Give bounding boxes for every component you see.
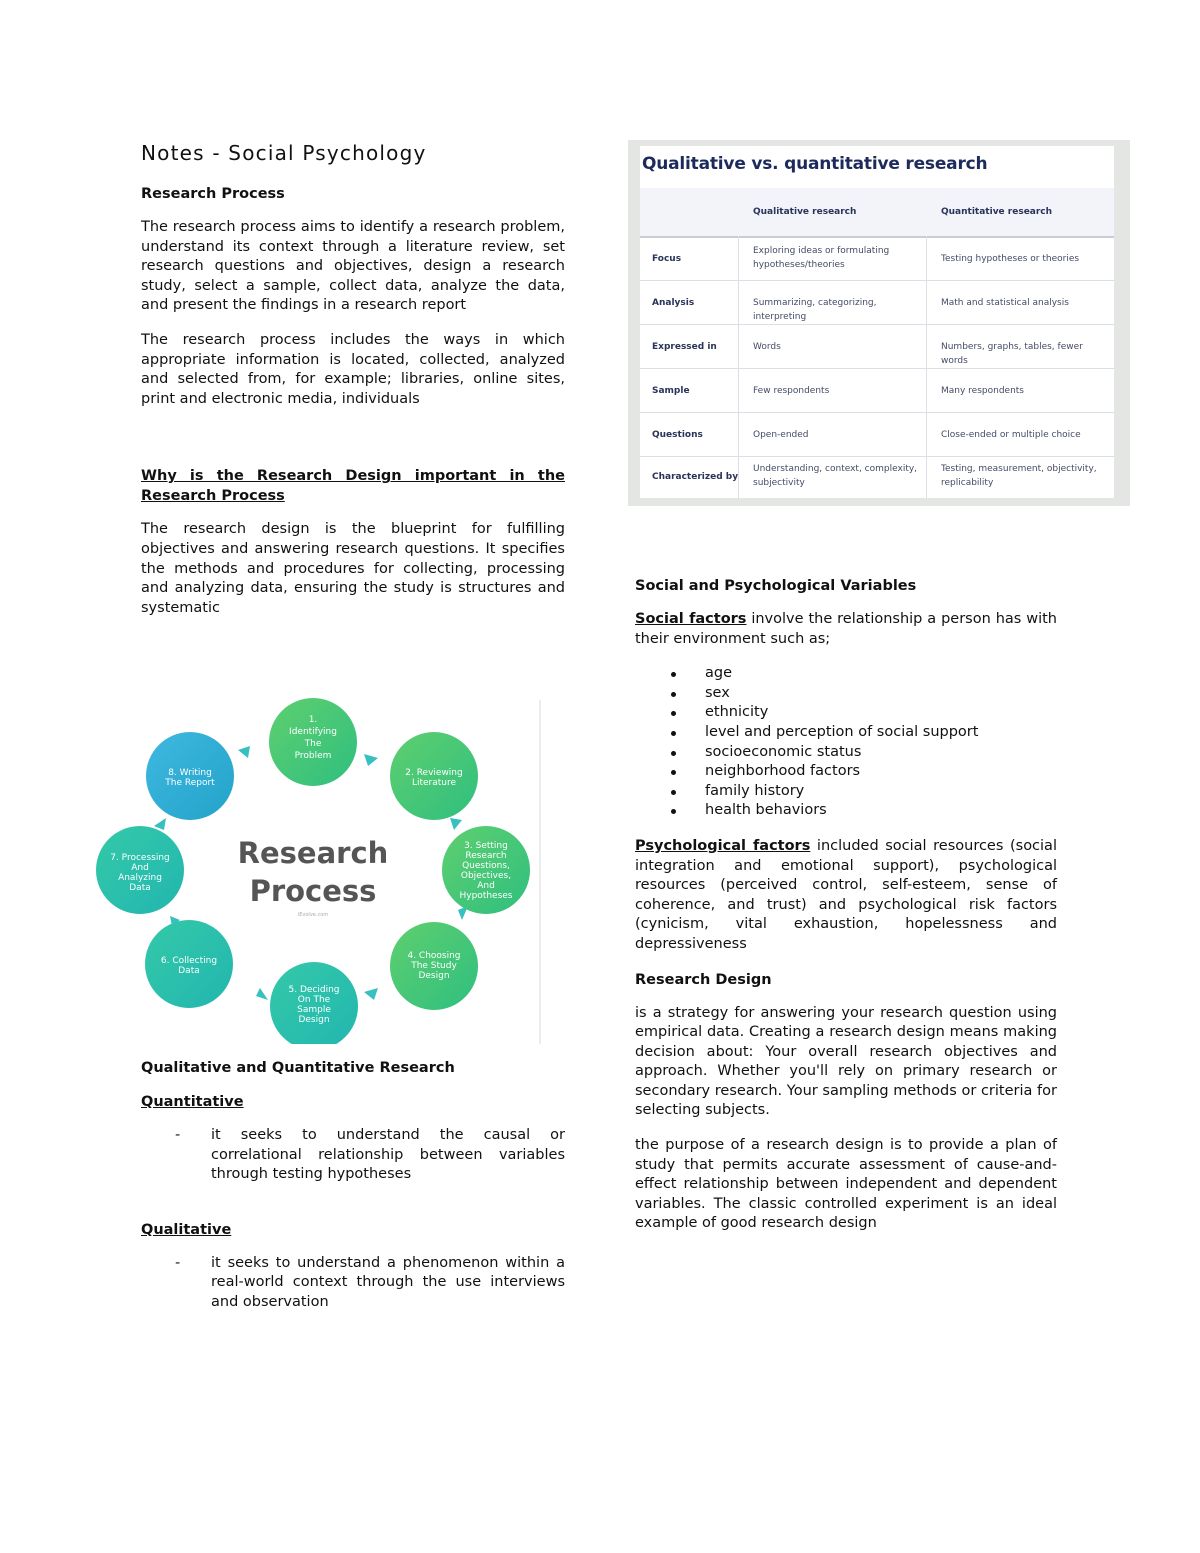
step-node-2 <box>390 732 478 820</box>
diagram-center-line2: Process <box>249 874 377 908</box>
table-cell-qual: Exploring ideas or formulating hypotheses/theories <box>753 246 890 270</box>
qual-quant-heading: Qualitative and Quantitative Research <box>141 1060 455 1076</box>
research-design-paragraph-2: the purpose of a research design is to provide a plan of study that permits accurate assessment of cause-and-effect relationship between independent and dependent variables. The classic controlled experiment is an ideal example of good research design <box>635 1137 1057 1232</box>
quantitative-item <box>141 1126 565 1185</box>
list-item: family history <box>635 782 1057 802</box>
svg-text:And: And <box>477 881 495 891</box>
svg-text:Design: Design <box>298 1015 330 1025</box>
svg-text:3. Setting: 3. Setting <box>464 841 508 851</box>
left-column-lower <box>141 1058 565 1328</box>
table-cell-quant: Many respondents <box>941 386 1024 396</box>
svg-text:And: And <box>131 863 149 873</box>
table-title: Qualitative vs. quantitative research <box>642 154 988 174</box>
research-process-heading: Research Process <box>141 186 285 202</box>
list-item: level and perception of social support <box>635 723 1057 743</box>
svg-text:4. Choosing: 4. Choosing <box>407 951 461 961</box>
table-row <box>640 281 1114 325</box>
step-node-5 <box>270 962 358 1044</box>
right-column <box>635 576 1057 1249</box>
table-header-quantitative: Quantitative research <box>941 207 1053 217</box>
table-header-qualitative: Qualitative research <box>753 207 857 217</box>
table-cell-qual: Open-ended <box>753 430 809 440</box>
table-header <box>640 188 1114 238</box>
list-item: socioeconomic status <box>635 743 1057 763</box>
svg-text:Design: Design <box>418 971 450 981</box>
dash-marker: - <box>175 1254 181 1271</box>
qualitative-item <box>141 1254 565 1313</box>
table-cell-quant: Numbers, graphs, tables, fewer words <box>941 342 1083 366</box>
why-design-heading: Why is the Research Design important in the Research Process <box>141 468 565 505</box>
svg-text:Data: Data <box>129 883 151 893</box>
table-cell-label: Focus <box>652 254 682 264</box>
step-node-3 <box>442 826 530 914</box>
table-row <box>640 413 1114 457</box>
table-row <box>640 325 1114 369</box>
research-design-paragraph-1: is a strategy for answering your research question using empirical data. Creating a research design means making decision about: Your overall research objectives and approach. Whether you'll rely on primary research or secondary research. Your sampling methods or criteria for selecting subjects. <box>635 1004 1057 1119</box>
step-node-1 <box>269 698 357 786</box>
qualitative-heading: Qualitative <box>141 1221 232 1238</box>
svg-text:1.: 1. <box>308 715 318 725</box>
psychological-factors-term: Psychological factors <box>635 837 811 854</box>
table-cell-label: Questions <box>652 430 703 440</box>
variables-heading: Social and Psychological Variables <box>635 578 917 594</box>
comparison-table <box>640 146 1114 498</box>
svg-text:Identifying: Identifying <box>289 727 337 737</box>
psychological-factors-paragraph <box>635 837 1057 955</box>
page-title: Notes - Social Psychology <box>141 141 427 165</box>
table-cell-label: Characterized by <box>652 472 739 482</box>
svg-text:Sample: Sample <box>297 1005 331 1015</box>
research-process-paragraph-2: The research process includes the ways in which appropriate information is located, collected, analyzed and selected from, for example; libraries, online sites, print and electronic media, individuals <box>141 331 565 407</box>
svg-text:7. Processing: 7. Processing <box>110 853 170 863</box>
list-item: sex <box>635 684 1057 704</box>
table-row <box>640 457 1114 498</box>
quantitative-item-text: it seeks to understand the causal or correlational relationship between variables through testing hypotheses <box>211 1127 565 1183</box>
social-factors-term: Social factors <box>635 611 747 627</box>
svg-text:5. Deciding: 5. Deciding <box>288 985 340 995</box>
svg-text:Hypotheses: Hypotheses <box>459 891 513 901</box>
svg-text:The: The <box>304 739 322 749</box>
table-cell-label: Analysis <box>652 298 695 308</box>
table-row <box>640 237 1114 281</box>
dash-marker: - <box>175 1127 181 1143</box>
table-cell-quant: Testing, measurement, objectivity, replicability <box>941 464 1097 488</box>
social-factors-list <box>635 664 1057 821</box>
quantitative-heading: Quantitative <box>141 1094 244 1110</box>
diagram-center-line1: Research <box>237 836 389 870</box>
table-cell-label: Expressed in <box>652 342 717 352</box>
table-cell-qual: Summarizing, categorizing, interpreting <box>753 298 877 322</box>
svg-text:The Report: The Report <box>165 778 215 788</box>
svg-text:Problem: Problem <box>294 751 332 761</box>
svg-text:2. Reviewing: 2. Reviewing <box>405 768 463 778</box>
svg-text:8. Writing: 8. Writing <box>168 768 212 778</box>
svg-text:Data: Data <box>178 966 200 976</box>
table-row <box>640 369 1114 413</box>
social-factors-text: involve the relationship a person has with their environment such as; <box>635 611 1057 647</box>
step-node-4 <box>390 922 478 1010</box>
step-node-8 <box>146 732 234 820</box>
svg-text:On The: On The <box>297 995 331 1005</box>
table-cell-quant: Testing hypotheses or theories <box>941 254 1080 264</box>
list-item: ethnicity <box>635 703 1057 723</box>
svg-text:Literature: Literature <box>411 778 457 788</box>
list-item: neighborhood factors <box>635 762 1057 782</box>
diagram-watermark: iEvolve.com <box>297 912 329 918</box>
step-node-7 <box>96 826 184 914</box>
svg-text:Objectives,: Objectives, <box>460 871 512 881</box>
research-design-heading: Research Design <box>635 971 772 988</box>
svg-text:The Study: The Study <box>411 961 457 971</box>
psychological-factors-text: included social resources (social integration and emotional support), psychological resources (perceived control, self-esteem, sense of coherence, and trust) and psychological risk factors (cynicism, vital exhaustion, hopelessness and depressiveness <box>635 837 1057 952</box>
table-cell-qual: Understanding, context, complexity, subjectivity <box>753 464 918 488</box>
research-process-paragraph-1: The research process aims to identify a research problem, understand its context through a literature review, set research questions and objectives, design a research study, select a sample, collect data, analyze the data, and present the findings in a research report <box>141 219 565 314</box>
list-item: age <box>635 664 1057 684</box>
table-cell-qual: Words <box>753 342 781 352</box>
table-cell-label: Sample <box>652 386 690 396</box>
svg-text:6. Collecting: 6. Collecting <box>160 956 218 966</box>
left-column <box>141 140 565 633</box>
table-cell-qual: Few respondents <box>753 386 830 396</box>
table-cell-quant: Close-ended or multiple choice <box>941 430 1081 440</box>
why-design-paragraph: The research design is the blueprint for fulfilling objectives and answering research questions. It specifies the methods and procedures for collecting, processing and analyzing data, ensuring the study is structures and systematic <box>141 521 565 616</box>
research-process-diagram <box>88 698 542 1044</box>
svg-text:Analyzing: Analyzing <box>118 873 162 883</box>
table-cell-quant: Math and statistical analysis <box>941 298 1069 308</box>
qualitative-item-text: it seeks to understand a phenomenon within a real-world context through the use interviews and observation <box>211 1254 565 1310</box>
list-item: health behaviors <box>635 801 1057 821</box>
svg-text:Research: Research <box>465 851 507 861</box>
svg-text:Questions,: Questions, <box>462 861 510 871</box>
social-factors-paragraph <box>635 610 1057 649</box>
step-node-6 <box>145 920 233 1008</box>
